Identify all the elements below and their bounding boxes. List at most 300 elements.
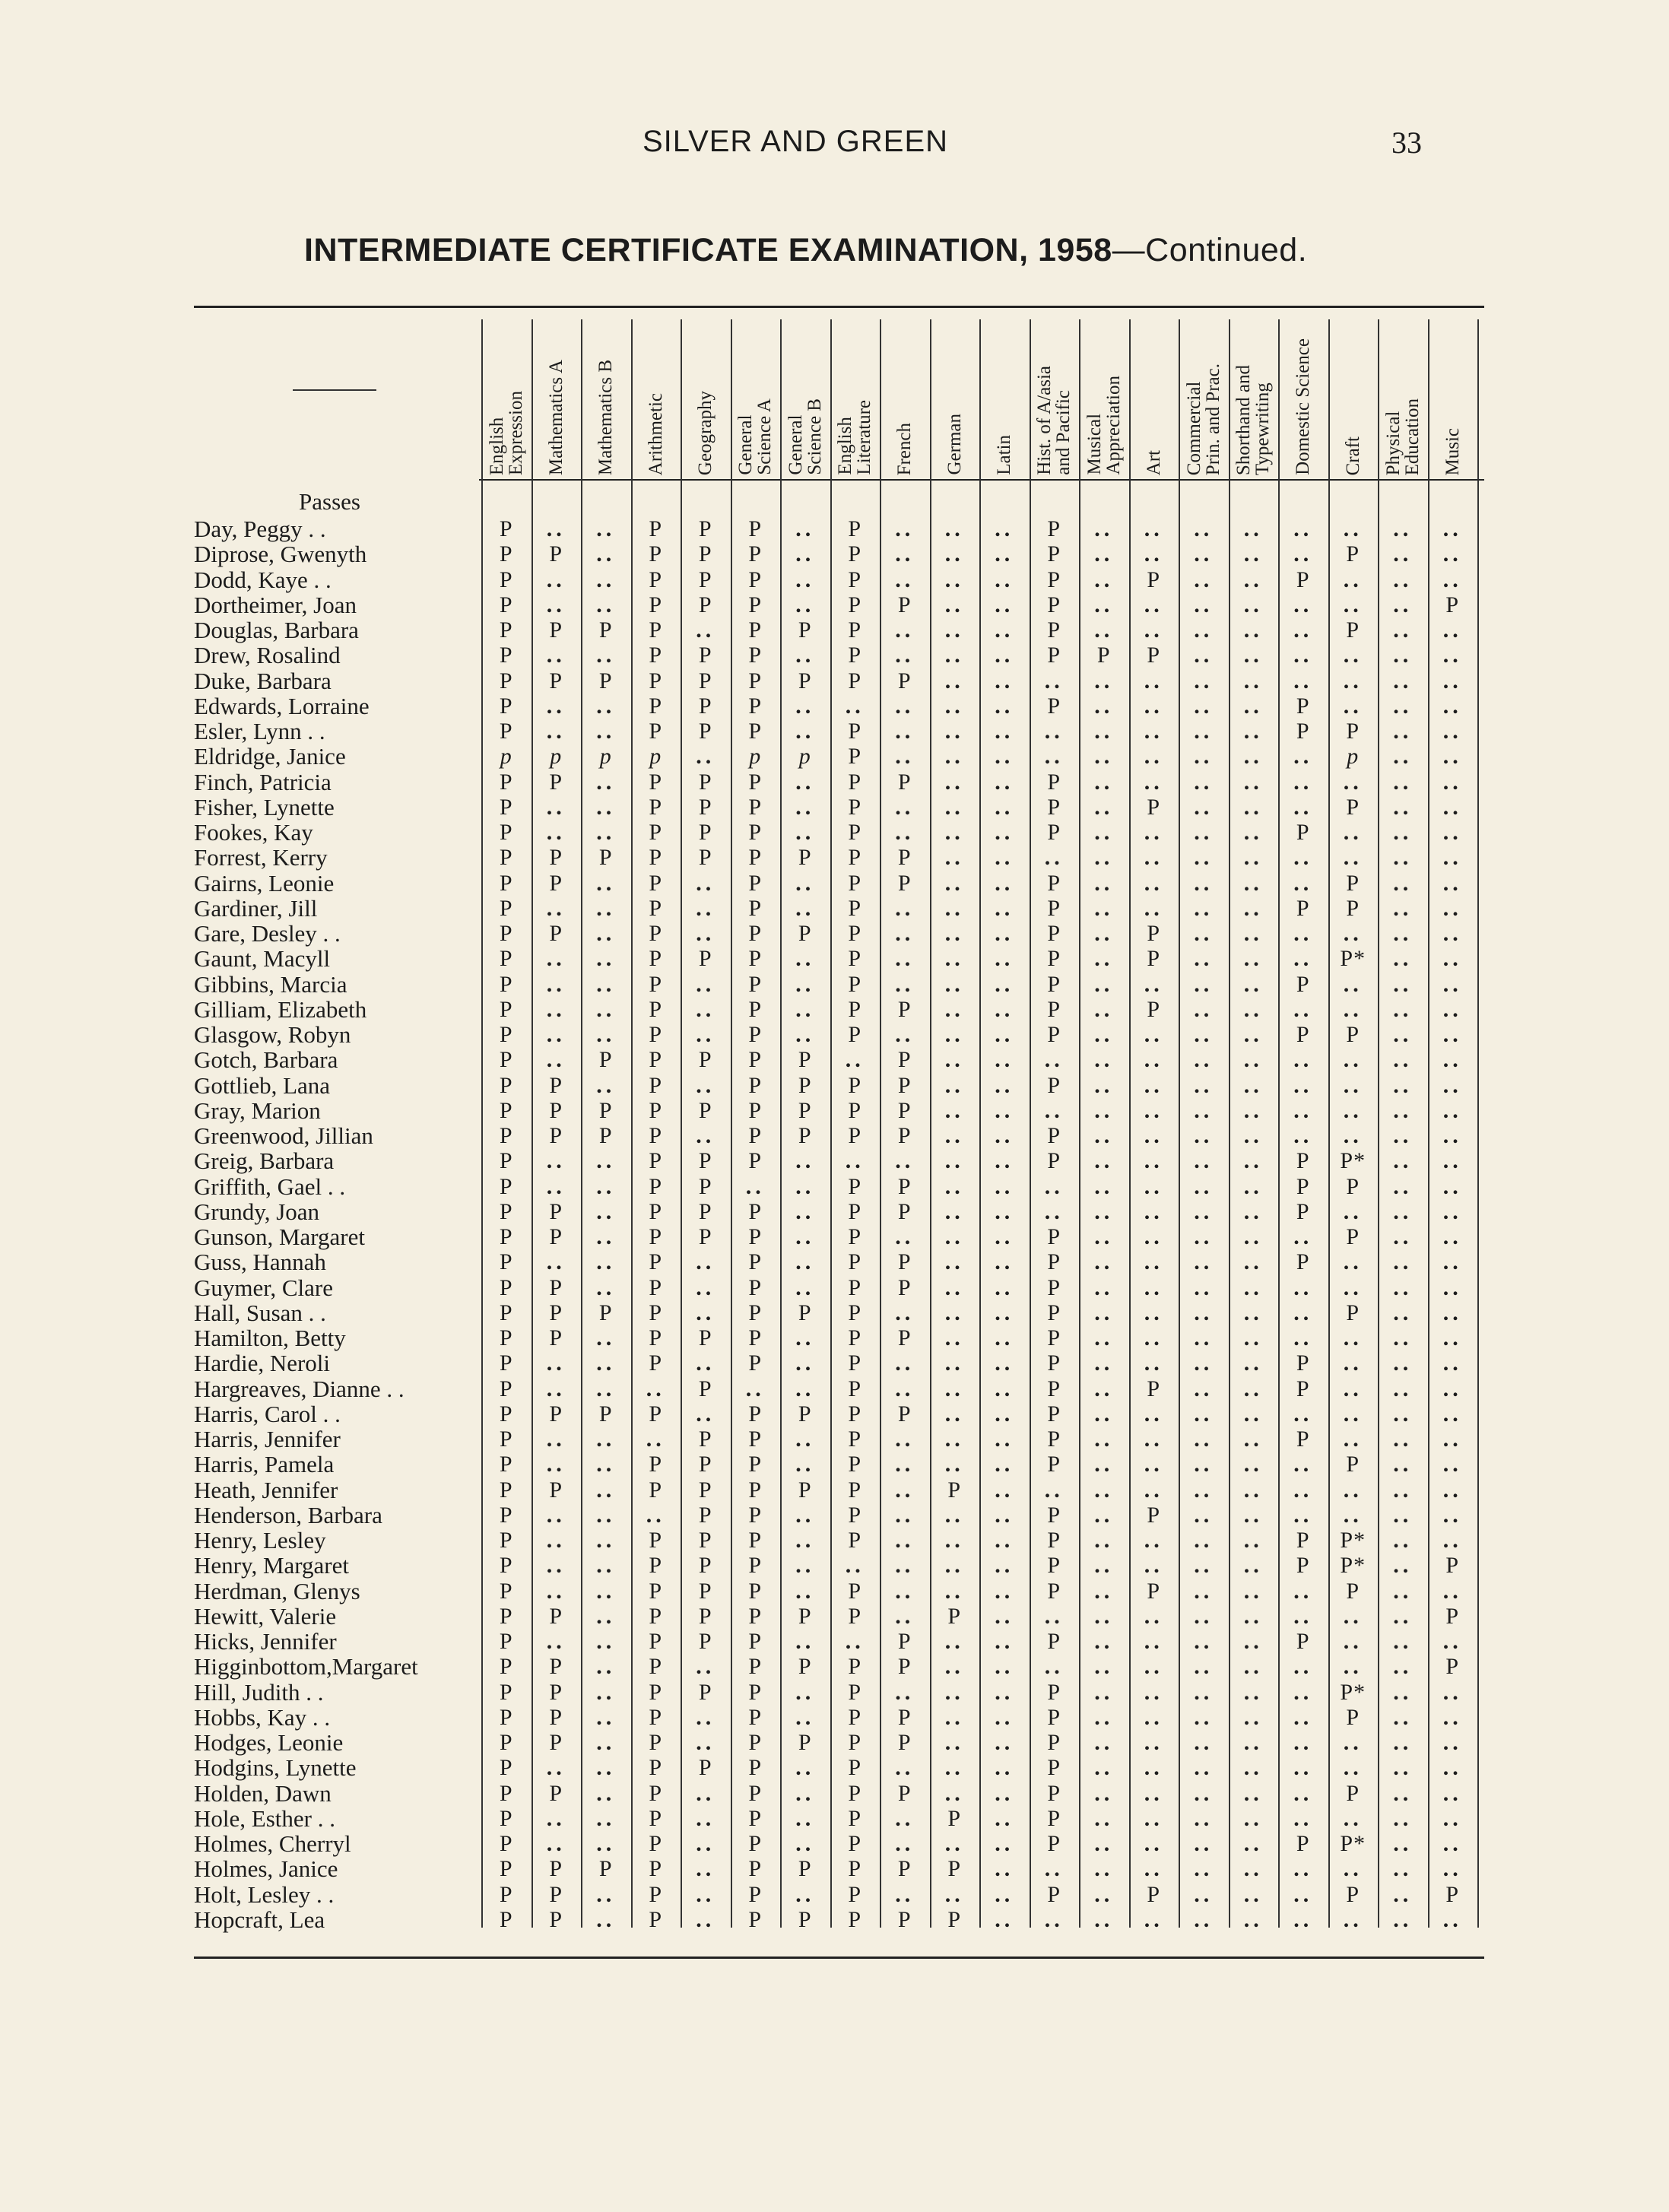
table-row: [0, 997, 1669, 1022]
empty-cell-leader: ..: [795, 1350, 815, 1376]
pass-mark: P: [499, 820, 513, 845]
pass-mark: P: [748, 1553, 763, 1579]
pass-mark: P: [698, 794, 712, 820]
empty-cell-leader: ..: [1194, 668, 1214, 693]
empty-cell-leader: ..: [1243, 592, 1263, 617]
empty-cell-leader: ..: [1442, 617, 1462, 643]
pass-mark: P: [748, 617, 763, 643]
candidate-name: Fisher, Lynette: [194, 793, 335, 820]
pass-mark: P: [698, 668, 712, 693]
empty-cell-leader: ..: [995, 870, 1014, 896]
column-header-label: Art: [1143, 449, 1164, 475]
empty-cell-leader: ..: [596, 1148, 616, 1174]
empty-cell-leader: ..: [1194, 1477, 1214, 1503]
pass-mark: P: [1346, 870, 1360, 896]
empty-cell-leader: ..: [1144, 870, 1163, 896]
empty-cell-leader: ..: [1194, 592, 1214, 617]
empty-cell-leader: ..: [944, 971, 964, 997]
table-row: [0, 1705, 1669, 1730]
empty-cell-leader: ..: [795, 541, 815, 567]
pass-mark: P: [798, 1856, 812, 1882]
empty-cell-leader: ..: [1293, 1730, 1313, 1755]
pass-mark: P: [848, 820, 862, 845]
empty-cell-leader: ..: [1442, 895, 1462, 921]
empty-cell-leader: ..: [1144, 1427, 1163, 1452]
empty-cell-leader: ..: [1442, 516, 1462, 541]
empty-cell-leader: ..: [1144, 1123, 1163, 1148]
pass-mark: P: [499, 1477, 513, 1503]
pass-mark: P: [798, 1401, 812, 1427]
pass-mark: P: [649, 1805, 663, 1831]
empty-cell-leader: ..: [1393, 820, 1413, 845]
empty-cell-leader: ..: [1442, 1805, 1462, 1831]
pass-mark: P: [1096, 643, 1111, 668]
empty-cell-leader: ..: [1094, 1274, 1114, 1300]
empty-cell-leader: ..: [1293, 1452, 1313, 1477]
empty-cell-leader: ..: [1243, 1578, 1263, 1604]
table-row: [0, 592, 1669, 617]
empty-cell-leader: ..: [795, 794, 815, 820]
empty-cell-leader: ..: [1243, 1603, 1263, 1629]
empty-cell-leader: ..: [944, 769, 964, 795]
empty-cell-leader: ..: [795, 1249, 815, 1275]
empty-cell-leader: ..: [1044, 845, 1064, 871]
empty-cell-leader: ..: [1044, 1173, 1064, 1199]
pass-mark: P: [1147, 996, 1161, 1022]
pass-mark: P: [1296, 693, 1310, 719]
pass-mark: P: [748, 1072, 763, 1098]
empty-cell-leader: ..: [895, 1881, 915, 1907]
pass-mark: P: [1047, 1452, 1061, 1477]
pass-mark: P: [1047, 1300, 1061, 1325]
pass-mark: P: [748, 921, 763, 946]
empty-cell-leader: ..: [1393, 617, 1413, 643]
empty-cell-leader: ..: [596, 1906, 616, 1932]
empty-cell-leader: ..: [1144, 895, 1163, 921]
table-row: [0, 1098, 1669, 1123]
empty-cell-leader: ..: [1194, 1805, 1214, 1831]
empty-cell-leader: ..: [1194, 719, 1214, 744]
empty-cell-leader: ..: [596, 566, 616, 592]
pass-mark: P: [1445, 1553, 1460, 1579]
empty-cell-leader: ..: [1393, 971, 1413, 997]
empty-cell-leader: ..: [795, 693, 815, 719]
candidate-name: Gare, Desley . .: [194, 920, 341, 947]
empty-cell-leader: ..: [995, 794, 1014, 820]
table-row: [0, 921, 1669, 946]
pass-mark: P: [848, 617, 862, 643]
candidate-name: Gray, Marion: [194, 1096, 321, 1124]
empty-cell-leader: ..: [1293, 592, 1313, 617]
empty-cell-leader: ..: [1094, 1376, 1114, 1401]
empty-cell-leader: ..: [895, 1477, 915, 1503]
candidate-name: Diprose, Gwenyth: [194, 541, 367, 568]
empty-cell-leader: ..: [696, 1704, 716, 1730]
empty-cell-leader: ..: [944, 1528, 964, 1553]
empty-cell-leader: ..: [1393, 895, 1413, 921]
pass-mark: P: [549, 1856, 563, 1882]
pass-mark: P: [649, 1249, 663, 1275]
empty-cell-leader: ..: [1293, 870, 1313, 896]
empty-cell-leader: ..: [1343, 971, 1363, 997]
pass-mark: P: [649, 769, 663, 795]
column-header: [1378, 316, 1428, 475]
empty-cell-leader: ..: [944, 1022, 964, 1047]
pass-mark: P: [1047, 1148, 1061, 1174]
empty-cell-leader: ..: [1393, 1603, 1413, 1629]
empty-cell-leader: ..: [1094, 1603, 1114, 1629]
pass-mark: P: [1047, 820, 1061, 845]
empty-cell-leader: ..: [1194, 1578, 1214, 1604]
pass-mark: P*: [1340, 1148, 1366, 1174]
pass-mark: P: [1047, 769, 1061, 795]
empty-cell-leader: ..: [646, 1427, 665, 1452]
pass-mark: P: [947, 1603, 962, 1629]
pass-mark: P: [748, 1249, 763, 1275]
pass-mark: P: [1147, 643, 1161, 668]
pass-mark: P: [698, 516, 712, 541]
pass-mark: P: [698, 1047, 712, 1073]
pass-mark: P: [748, 1300, 763, 1325]
pass-mark: P: [499, 1224, 513, 1249]
empty-cell-leader: ..: [1194, 1780, 1214, 1806]
pass-mark: P: [897, 1704, 912, 1730]
table-row: [0, 1148, 1669, 1173]
empty-cell-leader: ..: [995, 1173, 1014, 1199]
pass-mark: P: [748, 1427, 763, 1452]
empty-cell-leader: ..: [1442, 971, 1462, 997]
empty-cell-leader: ..: [1243, 1097, 1263, 1123]
empty-cell-leader: ..: [696, 1730, 716, 1755]
table-row: [0, 770, 1669, 795]
column-header: [681, 316, 731, 475]
empty-cell-leader: ..: [995, 1805, 1014, 1831]
pass-mark: P: [848, 719, 862, 744]
empty-cell-leader: ..: [1343, 1805, 1363, 1831]
pass-mark: P: [698, 643, 712, 668]
pass-mark: P: [1047, 1401, 1061, 1427]
pass-mark: P: [848, 1123, 862, 1148]
empty-cell-leader: ..: [995, 1198, 1014, 1224]
pass-mark: P: [499, 921, 513, 946]
pass-mark: P: [649, 1679, 663, 1705]
candidate-name: Hamilton, Betty: [194, 1325, 346, 1351]
empty-cell-leader: ..: [1094, 1198, 1114, 1224]
pass-mark: P: [499, 971, 513, 997]
empty-cell-leader: ..: [596, 1805, 616, 1831]
empty-cell-leader: ..: [1094, 1679, 1114, 1705]
empty-cell-leader: ..: [596, 820, 616, 845]
empty-cell-leader: ..: [995, 1376, 1014, 1401]
empty-cell-leader: ..: [944, 1173, 964, 1199]
empty-cell-leader: ..: [1094, 1831, 1114, 1856]
empty-cell-leader: ..: [995, 1249, 1014, 1275]
empty-cell-leader: ..: [995, 1224, 1014, 1249]
empty-cell-leader: ..: [1442, 946, 1462, 972]
empty-cell-leader: ..: [944, 1654, 964, 1680]
empty-cell-leader: ..: [745, 1173, 765, 1199]
pass-mark: P: [748, 516, 763, 541]
empty-cell-leader: ..: [546, 1805, 566, 1831]
empty-cell-leader: ..: [1293, 1856, 1313, 1882]
empty-cell-leader: ..: [795, 1224, 815, 1249]
pass-mark: P: [748, 1906, 763, 1932]
pass-mark: P: [499, 1603, 513, 1629]
empty-cell-leader: ..: [1194, 1654, 1214, 1680]
column-header: [1079, 316, 1129, 475]
pass-mark: P: [848, 643, 862, 668]
empty-cell-leader: ..: [944, 1831, 964, 1856]
pass-mark: P: [698, 541, 712, 567]
pass-mark: P: [848, 971, 862, 997]
table-row: [0, 1831, 1669, 1856]
pass-mark: P: [549, 1780, 563, 1806]
pass-mark: P: [698, 769, 712, 795]
empty-cell-leader: ..: [1094, 769, 1114, 795]
empty-cell-leader: ..: [1243, 1401, 1263, 1427]
empty-cell-leader: ..: [1393, 845, 1413, 871]
column-header-label: Latin: [994, 435, 1015, 475]
pass-mark: P: [1147, 1502, 1161, 1528]
pass-mark: P: [549, 1072, 563, 1098]
pass-mark: P: [1047, 566, 1061, 592]
pass-mark: P: [848, 1173, 862, 1199]
empty-cell-leader: ..: [895, 1452, 915, 1477]
empty-cell-leader: ..: [1442, 1249, 1462, 1275]
pass-mark: P: [748, 1528, 763, 1553]
empty-cell-leader: ..: [895, 516, 915, 541]
empty-cell-leader: ..: [795, 1148, 815, 1174]
empty-cell-leader: ..: [1094, 996, 1114, 1022]
pass-mark: P: [1296, 566, 1310, 592]
empty-cell-leader: ..: [995, 1906, 1014, 1932]
empty-cell-leader: ..: [1393, 1047, 1413, 1073]
empty-cell-leader: ..: [596, 769, 616, 795]
empty-cell-leader: ..: [1393, 1198, 1413, 1224]
pass-mark: P: [698, 1198, 712, 1224]
empty-cell-leader: ..: [1044, 1477, 1064, 1503]
empty-cell-leader: ..: [795, 820, 815, 845]
empty-cell-leader: ..: [1442, 1274, 1462, 1300]
empty-cell-leader: ..: [995, 769, 1014, 795]
empty-cell-leader: ..: [1243, 895, 1263, 921]
empty-cell-leader: ..: [1144, 1654, 1163, 1680]
pass-mark: P: [598, 1097, 613, 1123]
pass-mark: P: [499, 1300, 513, 1325]
pass-mark: P: [1047, 1274, 1061, 1300]
pass-mark: p: [749, 744, 762, 770]
empty-cell-leader: ..: [1094, 1325, 1114, 1350]
empty-cell-leader: ..: [1194, 769, 1214, 795]
pass-mark: P: [848, 1427, 862, 1452]
pass-mark: P: [649, 1274, 663, 1300]
pass-mark: P: [698, 1148, 712, 1174]
empty-cell-leader: ..: [596, 1198, 616, 1224]
pass-mark: P: [549, 1881, 563, 1907]
empty-cell-leader: ..: [1393, 1831, 1413, 1856]
pass-mark: P: [848, 1274, 862, 1300]
empty-cell-leader: ..: [546, 1022, 566, 1047]
pass-mark: P: [1296, 1376, 1310, 1401]
empty-cell-leader: ..: [1144, 1755, 1163, 1781]
empty-cell-leader: ..: [1044, 1906, 1064, 1932]
pass-mark: P: [698, 693, 712, 719]
empty-cell-leader: ..: [546, 719, 566, 744]
empty-cell-leader: ..: [1194, 1072, 1214, 1098]
pass-mark: P: [798, 1047, 812, 1073]
empty-cell-leader: ..: [696, 1274, 716, 1300]
pass-mark: P: [748, 1805, 763, 1831]
pass-mark: P: [848, 1452, 862, 1477]
empty-cell-leader: ..: [1144, 845, 1163, 871]
pass-mark: P: [649, 1452, 663, 1477]
empty-cell-leader: ..: [1343, 1654, 1363, 1680]
candidate-name: Harris, Jennifer: [194, 1426, 341, 1452]
empty-cell-leader: ..: [1293, 744, 1313, 770]
pass-mark: P: [897, 1123, 912, 1148]
pass-mark: P: [798, 1654, 812, 1680]
column-header-label: English Literature: [835, 400, 875, 475]
empty-cell-leader: ..: [1194, 1528, 1214, 1553]
empty-cell-leader: ..: [1194, 1452, 1214, 1477]
pass-mark: P: [698, 845, 712, 871]
pass-mark: P: [649, 1072, 663, 1098]
empty-cell-leader: ..: [1442, 845, 1462, 871]
empty-cell-leader: ..: [944, 845, 964, 871]
pass-mark: P: [1047, 1780, 1061, 1806]
pass-mark: P: [748, 1123, 763, 1148]
pass-mark: P: [1346, 1300, 1360, 1325]
empty-cell-leader: ..: [944, 1072, 964, 1098]
pass-mark: P: [1445, 592, 1460, 617]
empty-cell-leader: ..: [1194, 1300, 1214, 1325]
pass-mark: P: [549, 1274, 563, 1300]
empty-cell-leader: ..: [1194, 921, 1214, 946]
empty-cell-leader: ..: [1243, 1047, 1263, 1073]
pass-mark: P: [698, 1679, 712, 1705]
empty-cell-leader: ..: [1293, 1401, 1313, 1427]
empty-cell-leader: ..: [596, 1730, 616, 1755]
empty-cell-leader: ..: [995, 1452, 1014, 1477]
empty-cell-leader: ..: [1393, 1427, 1413, 1452]
pass-mark: P: [798, 668, 812, 693]
pass-mark: P: [848, 1679, 862, 1705]
empty-cell-leader: ..: [546, 895, 566, 921]
empty-cell-leader: ..: [596, 719, 616, 744]
empty-cell-leader: ..: [696, 870, 716, 896]
empty-cell-leader: ..: [944, 693, 964, 719]
table-row: [0, 1073, 1669, 1098]
pass-mark: P: [748, 1224, 763, 1249]
pass-mark: P: [1147, 1881, 1161, 1907]
pass-mark: P: [748, 794, 763, 820]
pass-mark: P: [1296, 971, 1310, 997]
pass-mark: P: [698, 592, 712, 617]
pass-mark: P: [748, 895, 763, 921]
pass-mark: P: [897, 1780, 912, 1806]
empty-cell-leader: ..: [1144, 1805, 1163, 1831]
candidate-name: Grundy, Joan: [194, 1198, 320, 1225]
candidate-name: Greenwood, Jillian: [194, 1122, 373, 1149]
empty-cell-leader: ..: [944, 1148, 964, 1174]
exam-title: [304, 232, 1307, 269]
empty-cell-leader: ..: [1094, 1805, 1114, 1831]
empty-cell-leader: ..: [944, 1376, 964, 1401]
empty-cell-leader: ..: [1094, 1300, 1114, 1325]
empty-cell-leader: ..: [895, 1148, 915, 1174]
empty-cell-leader: ..: [1144, 744, 1163, 770]
empty-cell-leader: ..: [944, 1401, 964, 1427]
pass-mark: P: [649, 693, 663, 719]
empty-cell-leader: ..: [1243, 1654, 1263, 1680]
pass-mark: p: [1347, 744, 1360, 770]
empty-cell-leader: ..: [546, 1755, 566, 1781]
empty-cell-leader: ..: [995, 1629, 1014, 1654]
empty-cell-leader: ..: [1343, 1730, 1363, 1755]
pass-mark: P: [748, 719, 763, 744]
empty-cell-leader: ..: [1393, 1123, 1413, 1148]
table-row: [0, 1680, 1669, 1705]
empty-cell-leader: ..: [895, 693, 915, 719]
empty-cell-leader: ..: [1094, 1224, 1114, 1249]
pass-mark: P: [499, 946, 513, 972]
pass-mark: P: [897, 1198, 912, 1224]
candidate-name: Harris, Carol . .: [194, 1400, 341, 1427]
empty-cell-leader: ..: [1243, 693, 1263, 719]
empty-cell-leader: ..: [1094, 946, 1114, 972]
pass-mark: P: [848, 1072, 862, 1098]
empty-cell-leader: ..: [1393, 1502, 1413, 1528]
pass-mark: P: [1047, 1679, 1061, 1705]
column-header: [830, 316, 881, 475]
pass-mark: P: [798, 921, 812, 946]
empty-cell-leader: ..: [1442, 1350, 1462, 1376]
empty-cell-leader: ..: [1094, 1502, 1114, 1528]
pass-mark: P: [1047, 1831, 1061, 1856]
empty-cell-leader: ..: [1293, 1123, 1313, 1148]
pass-mark: P: [1346, 541, 1360, 567]
empty-cell-leader: ..: [1442, 1477, 1462, 1503]
empty-cell-leader: ..: [1293, 1654, 1313, 1680]
empty-cell-leader: ..: [995, 1755, 1014, 1781]
empty-cell-leader: ..: [1194, 643, 1214, 668]
column-header: [1030, 316, 1080, 475]
empty-cell-leader: ..: [1293, 1300, 1313, 1325]
empty-cell-leader: ..: [1243, 1831, 1263, 1856]
empty-cell-leader: ..: [1393, 1679, 1413, 1705]
pass-mark: P: [499, 1452, 513, 1477]
empty-cell-leader: ..: [1442, 1629, 1462, 1654]
empty-cell-leader: ..: [1144, 1274, 1163, 1300]
empty-cell-leader: ..: [795, 1831, 815, 1856]
empty-cell-leader: ..: [895, 1603, 915, 1629]
empty-cell-leader: ..: [1094, 744, 1114, 770]
empty-cell-leader: ..: [1243, 566, 1263, 592]
pass-mark: P: [1047, 1376, 1061, 1401]
empty-cell-leader: ..: [1343, 1350, 1363, 1376]
candidate-name: Hewitt, Valerie: [194, 1602, 337, 1630]
empty-cell-leader: ..: [546, 1148, 566, 1174]
empty-cell-leader: ..: [1144, 1452, 1163, 1477]
empty-cell-leader: ..: [1442, 1148, 1462, 1174]
pass-mark: P: [649, 1704, 663, 1730]
empty-cell-leader: ..: [546, 971, 566, 997]
pass-mark: P: [649, 1097, 663, 1123]
empty-cell-leader: ..: [546, 794, 566, 820]
pass-mark: P: [549, 541, 563, 567]
empty-cell-leader: ..: [995, 744, 1014, 770]
empty-cell-leader: ..: [795, 1325, 815, 1350]
